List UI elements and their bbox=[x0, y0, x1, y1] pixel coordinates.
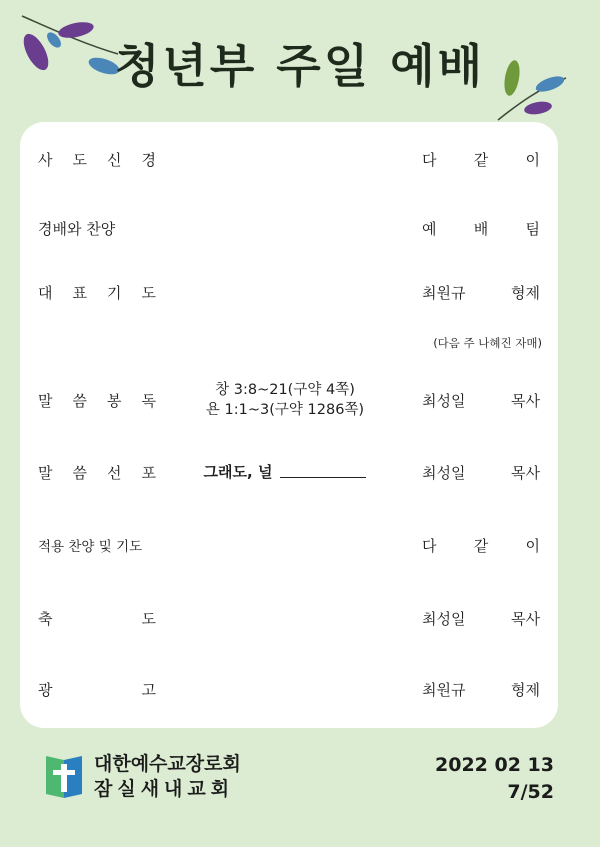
service-row bbox=[20, 530, 558, 560]
service-row bbox=[20, 277, 558, 307]
service-row bbox=[20, 213, 558, 243]
row-person: 최성일 목사 bbox=[422, 391, 540, 410]
row-label: 적용 찬양 및 기도 bbox=[38, 539, 143, 555]
service-row bbox=[20, 674, 558, 704]
service-row bbox=[20, 603, 558, 633]
church-name: 대한예수교장로회 잠실새내교회 bbox=[94, 753, 241, 800]
fill-in-blank bbox=[280, 467, 366, 478]
sermon-title: 그래도, 널 bbox=[180, 457, 390, 487]
row-person: 다 같 이 bbox=[422, 536, 540, 555]
order-of-service-card bbox=[20, 122, 558, 728]
row-label: 대 표 기 도 bbox=[38, 283, 156, 302]
page-title: 청년부 주일 예배 bbox=[114, 39, 486, 93]
row-person: 다 같 이 bbox=[422, 150, 540, 169]
row-label: 말 씀 선 포 bbox=[38, 463, 156, 482]
scripture-reference: 창 3:8~21(구약 4쪽) 욘 1:1~3(구약 1286쪽) bbox=[205, 382, 365, 418]
cross-book-icon bbox=[44, 752, 84, 800]
service-row bbox=[20, 144, 558, 174]
row-person: 최원규 형제 bbox=[422, 680, 540, 699]
row-label: 말 씀 봉 독 bbox=[38, 391, 156, 410]
row-label: 축 도 bbox=[38, 609, 156, 628]
row-person: 예 배 팀 bbox=[422, 219, 540, 238]
row-label: 사 도 신 경 bbox=[38, 150, 156, 169]
row-label: 경배와 찬양 bbox=[38, 219, 116, 238]
row-label: 광 고 bbox=[38, 680, 156, 699]
service-row bbox=[20, 457, 558, 487]
service-row bbox=[20, 382, 558, 418]
substitute-note: (다음 주 나혜진 자매) bbox=[433, 336, 542, 350]
row-person: 최원규 형제 bbox=[422, 283, 540, 302]
bulletin-date: 2022 02 13 7/52 bbox=[435, 754, 554, 803]
row-person: 최성일 목사 bbox=[422, 463, 540, 482]
leaf-branch-icon bbox=[494, 58, 570, 124]
row-person: 최성일 목사 bbox=[422, 609, 540, 628]
